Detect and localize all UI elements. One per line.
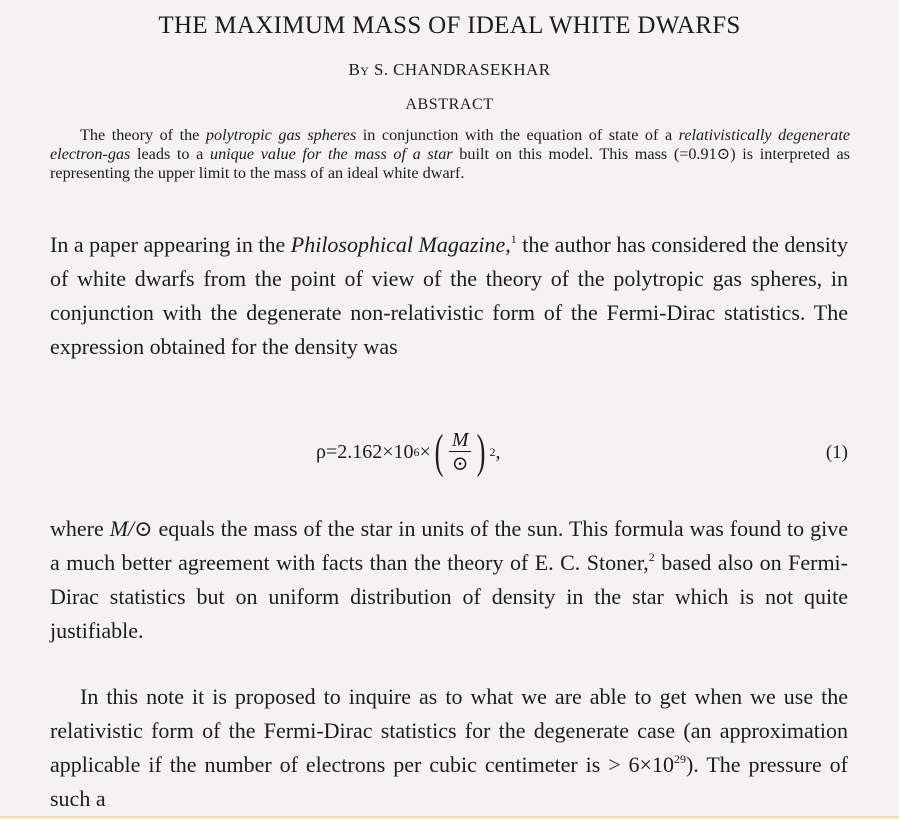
fraction-numerator: M [449,429,472,452]
footnote-marker-1: 1 [510,232,517,246]
body-paragraph-3 [50,680,848,816]
equation-lhs: ρ=2.162×10 [316,440,414,463]
abstract-italic-polytropic: polytropic gas spheres [205,126,357,144]
mass-ratio-inline: M/⊙ [109,516,153,541]
equation-1 [50,424,848,494]
paragraph-segment: based also on Fermi-Dirac statistics but on uniform distribution of density in the star which is not quite justifiable. [50,550,848,643]
paper-title: THE MAXIMUM MASS OF IDEAL WHITE DWARFS [158,12,741,39]
byline-prefix: By [348,60,370,79]
abstract-segment: built on this model. This mass (=0.91⊙) is interpreted as representing the upper limit to the mass of an ideal white dwarf. [50,145,850,182]
paragraph-segment: ). The pressure of such a [50,752,849,811]
paragraph-segment: In this note it is proposed to inquire as to what we are able to get when we use the relativistic form of the Fermi-Dirac statistics for the degenerate case (an approximation applicable if the number of electrons per cubic centimeter is > 6×10 [50,684,848,777]
footnote-marker-2: 2 [648,550,655,564]
abstract-segment: The theory of the [80,126,206,144]
exponent-29: 29 [673,752,686,766]
density-equation: ρ=2.162×10 6 × ( $\frac{M}{⊙}$ ) 2 , [316,425,501,478]
mass-ratio-fraction [449,429,472,476]
paragraph-segment: In a paper appearing in the [50,232,291,257]
author-byline [0,60,899,80]
equation-number: (1) [825,442,848,463]
page-bottom-border [0,816,899,818]
equation-tail: , [495,440,501,463]
abstract-italic-electron-gas: relativistically degenerate electron-gas [50,126,850,163]
journal-name: Philosophical Magazine, [290,232,511,257]
author-name: S. CHANDRASEKHAR [374,60,551,79]
paragraph-segment: where [50,516,110,541]
left-paren: ( [434,425,444,478]
sun-symbol-icon: ⊙ [451,452,469,475]
equation-times: × [419,440,431,463]
abstract-segment: leads to a [130,145,210,163]
right-paren: ) [477,425,486,478]
abstract-segment: in conjunction with the equation of state of a [356,126,679,144]
body-paragraph-1 [50,228,848,364]
body-paragraph-2 [50,512,848,648]
abstract-italic-unique-value: unique value for the mass of a star [209,145,453,163]
paragraph-segment: the author has considered the density of white dwarfs from the point of view of the theory of the polytropic gas spheres, in conjunction with the degenerate non-relativistic form of the Fermi-Dirac statistics. The expression obtained for the density was [50,232,848,359]
abstract-text [50,126,850,183]
paragraph-segment: equals the mass of the star in units of the sun. This formula was found to give a much better agreement with facts than the theory of E. C. Stoner, [50,516,848,575]
abstract-heading: ABSTRACT [405,96,494,113]
